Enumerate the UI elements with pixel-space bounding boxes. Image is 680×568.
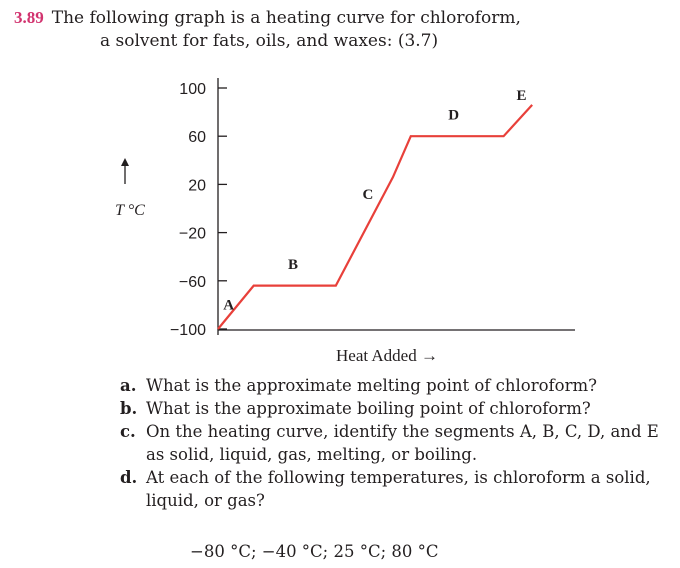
- y-axis-label: T °C: [115, 202, 145, 219]
- y-tick-label: −100: [169, 322, 206, 339]
- temperature-list: −80 °C; −40 °C; 25 °C; 80 °C: [190, 542, 439, 561]
- question-text: What is the approximate boiling point of chloroform?: [146, 399, 591, 418]
- y-tick-label: −60: [178, 273, 206, 291]
- question-letter: a.: [120, 376, 137, 395]
- y-tick-label: 100: [179, 81, 206, 98]
- question-letter: b.: [120, 399, 138, 418]
- y-tick-label: 60: [188, 129, 206, 147]
- question-item: [112, 397, 672, 420]
- problem-number: 3.89: [14, 8, 44, 27]
- segment-label-b: B: [287, 256, 298, 273]
- question-text: What is the approximate melting point of chloroform?: [146, 376, 597, 395]
- question-text: At each of the following temperatures, is chloroform a solid, liquid, or gas?: [146, 468, 651, 510]
- segment-label-a: A: [223, 297, 235, 314]
- problem-text-line1: The following graph is a heating curve for chloroform,: [51, 8, 521, 28]
- question-letter: c.: [120, 422, 136, 441]
- segment-label-c: C: [362, 186, 374, 203]
- question-item: [112, 420, 672, 466]
- y-tick-label: 20: [188, 177, 206, 195]
- question-letter: d.: [120, 468, 138, 487]
- question-item: [112, 466, 672, 512]
- problem-text-line2: a solvent for fats, oils, and waxes: (3.7): [100, 31, 439, 51]
- up-arrow-icon: [121, 158, 129, 166]
- segment-label-e: E: [516, 88, 527, 105]
- segment-label-d: D: [448, 107, 460, 124]
- question-list: [112, 374, 672, 512]
- y-tick-label: −20: [178, 225, 206, 243]
- question-text: On the heating curve, identify the segments A, B, C, D, and E as solid, liquid, gas, melting, or boiling.: [146, 422, 659, 464]
- question-item: [112, 374, 672, 397]
- x-axis-label: Heat Added →: [336, 346, 438, 365]
- heating-curve-line: [218, 105, 532, 329]
